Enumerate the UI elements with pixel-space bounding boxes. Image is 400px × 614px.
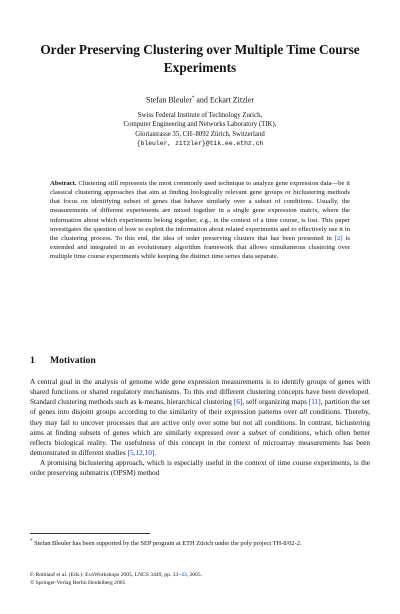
citation-link[interactable]: [11] [308, 397, 321, 407]
text-span: F. Rothlauf et al. (Eds.): EvoWorkshops 2005, LNCS 3449, pp. 33– [30, 572, 182, 578]
affiliation-line-3: Gloriastrasse 35, CH–8092 Zürich, Switzerland [135, 130, 265, 138]
author-name-rest: and Eckart Zitzler [194, 95, 255, 105]
text-span: , self organizing maps [242, 397, 309, 407]
page-link[interactable]: 43 [181, 572, 187, 578]
author-footnote-mark: * [191, 96, 195, 101]
section-heading [30, 355, 370, 367]
author-line [30, 94, 370, 106]
author-email[interactable]: {bleuler, zitzler}@tik.ee.ethz.ch [136, 139, 264, 147]
paper-title: Order Preserving Clustering over Multiple Time Course Experiments [40, 42, 360, 75]
citation-link[interactable]: [5,12,10] [127, 448, 155, 458]
abstract-text-1: Clustering still represents the most commonly used technique to analyze gene expression data—be it classical clustering approaches that aim at finding biologically relevant gene groups or biclustering methods that focus on identifying subset of genes that behave similarly over a subset of conditions. Usually, the measurements of different experiments are mixed together in a single gene expression matrix, where the information about which experiments belong together, e.g., in the context of a time course, is lost. This paper investigates the question of how to exploit the information about related experiments and to effectively use it in the clustering process. To this end, the idea of order preserving clusters that has been presented in [50, 180, 350, 242]
affiliation-line-2: Computer Engineering and Networks Laboratory (TIK), [123, 121, 277, 129]
affiliation-line-1: Swiss Federal Institute of Technology Zurich, [137, 112, 263, 119]
abstract [50, 179, 350, 261]
citation-link[interactable]: [2] [334, 234, 343, 242]
paragraph-2: A promising biclustering approach, which is especially useful in the context of time course experiments, is the order preserving submatrix (OPSM) method [30, 458, 370, 478]
text-span: , partition the set of genes into disjoint groups according to the similarity of their expression patterns over [30, 397, 370, 417]
abstract-text-2: is extended and integrated in an evolutionary algorithm framework that allows simultaneous clustering over multiple time course experiments while keeping the distinct time series data separate. [50, 234, 350, 261]
footnote-text: Stefan Bleuler has been supported by the SEP program at ETH Zürich under the poly project TH-8/02-2. [32, 540, 302, 548]
footer-copyright: © Springer-Verlag Berlin Heidelberg 2005 [30, 579, 126, 586]
text-span: , 2005. [186, 572, 203, 578]
text-span: A central goal in the analysis of genome wide gene expression measurements is to identify groups of genes with shared functions or shared regulatory mechanisms. To this end different clustering concepts have been developed. Standard clustering methods such as k-means, hierarchical clustering [30, 377, 370, 407]
abstract-label: Abstract. [50, 180, 77, 187]
footnote [30, 538, 378, 549]
section-number: 1 [30, 355, 35, 366]
author-name: Stefan Bleuler [145, 95, 192, 105]
emphasis: all [299, 407, 308, 417]
text-span: conditions. Thereby, they may fail to uncover processes that are active only over some but not all conditions. In contrast, biclustering aims at finding subsets of genes which are similarly expressed over a [30, 407, 370, 437]
affiliation [30, 111, 370, 148]
body-text [30, 377, 370, 479]
section-title: Motivation [50, 355, 96, 366]
publication-footer [30, 572, 370, 588]
paragraph-1 [30, 377, 370, 458]
text-span: . [154, 448, 157, 458]
text-span: of conditions, which often better reflects biological reality. The usefulness of this concept in the context of microarray measurements has been demonstrated in different studies [30, 427, 370, 458]
citation-link[interactable]: [6] [233, 397, 243, 407]
footnote-mark: * [30, 539, 33, 544]
emphasis: subset [248, 427, 267, 437]
footnote-divider [30, 533, 150, 534]
footer-citation [30, 572, 370, 580]
